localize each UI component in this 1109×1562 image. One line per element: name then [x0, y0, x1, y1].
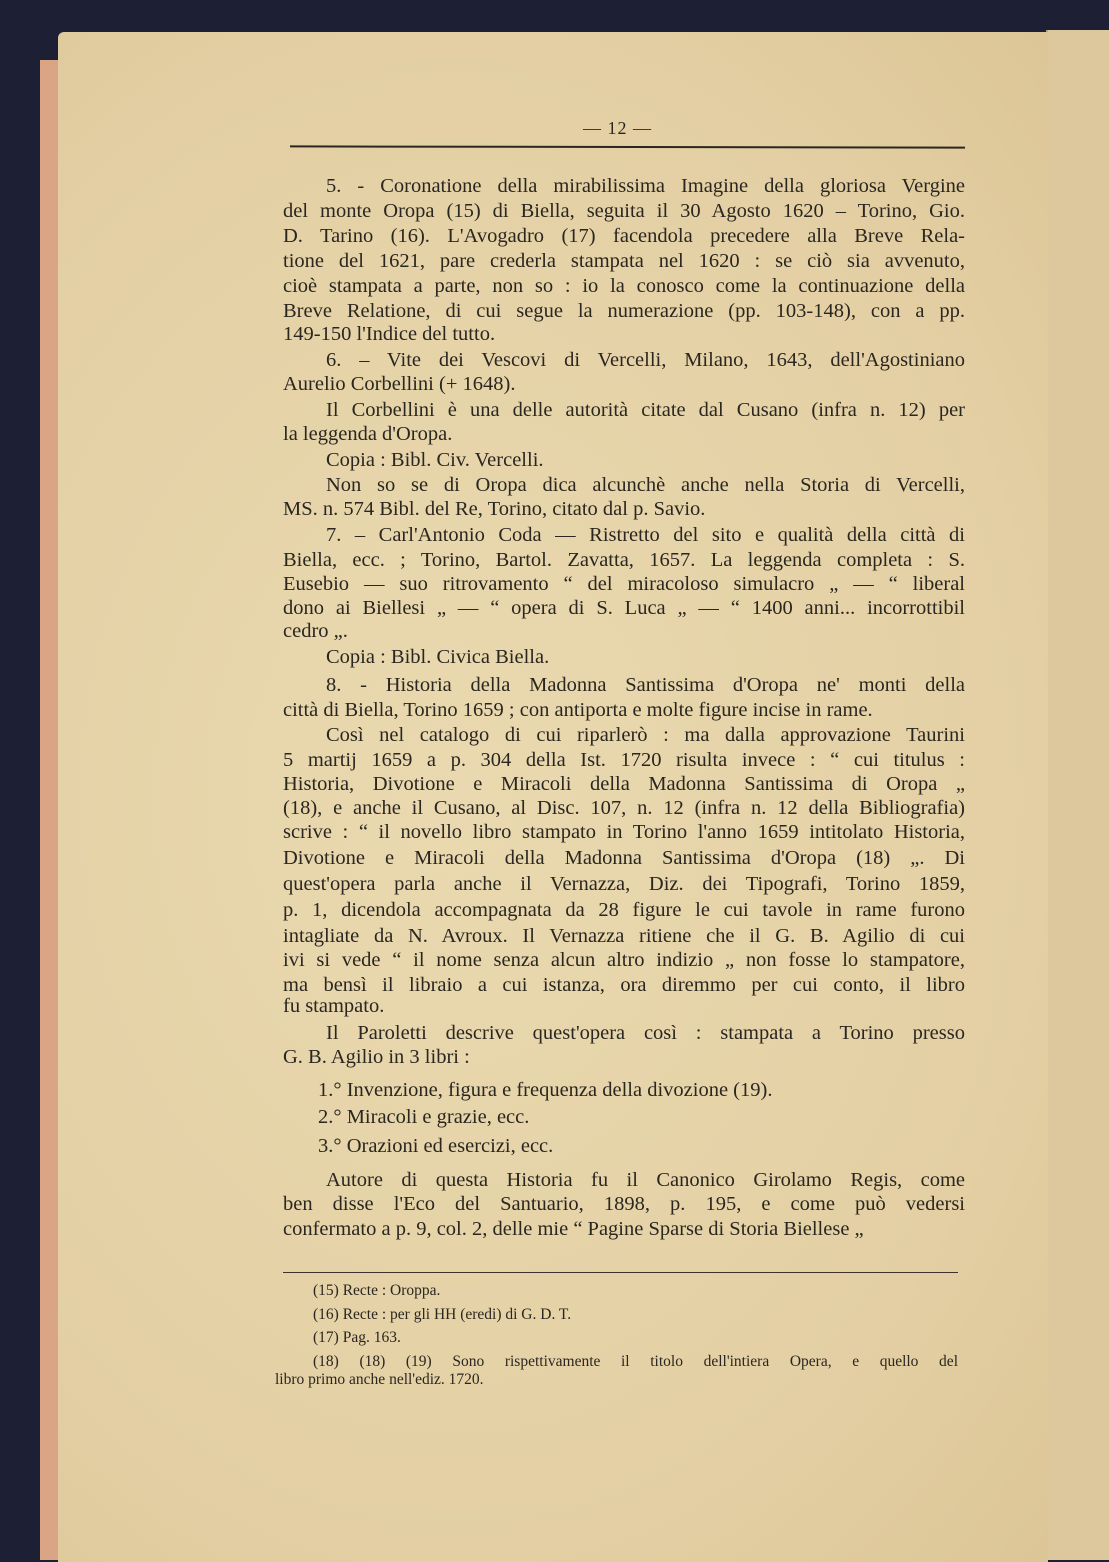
- text-line: 149-150 l'Indice del tutto.: [283, 323, 496, 345]
- text-line: 2.° Miracoli e grazie, ecc.: [318, 1106, 530, 1128]
- text-line: ivi si vede “ il nome senza alcun altro indizio „ non fosse lo stampatore,: [283, 949, 965, 971]
- adjacent-page-edge: [1046, 30, 1109, 1560]
- text-line: Historia, Divotione e Miracoli della Madonna Santissima di Oropa „: [283, 773, 965, 795]
- text-line: Il Corbellini è una delle autorità citate dal Cusano (infra n. 12) per: [326, 399, 965, 421]
- text-line: quest'opera parla anche il Vernazza, Diz. dei Tipografi, Torino 1859,: [283, 873, 965, 895]
- text-line: Breve Relatione, di cui segue la numerazione (pp. 103-148), con a pp.: [283, 300, 965, 322]
- text-line: cedro „.: [283, 620, 348, 642]
- text-line: Eusebio — suo ritrovamento “ del miracoloso simulacro „ — “ liberal: [283, 573, 965, 595]
- footnote-rule: [283, 1272, 958, 1273]
- footnote: libro primo anche nell'ediz. 1720.: [275, 1371, 484, 1388]
- text-line: cioè stampata a parte, non so : io la conosco come la continuazione della: [283, 275, 965, 297]
- text-line: 3.° Orazioni ed esercizi, ecc.: [318, 1135, 554, 1157]
- text-line: Non so se di Oropa dica alcunchè anche nella Storia di Vercelli,: [326, 474, 965, 496]
- text-line: città di Biella, Torino 1659 ; con antiporta e molte figure incise in rame.: [283, 699, 873, 721]
- text-line: 8. - Historia della Madonna Santissima d'Oropa ne' monti della: [326, 674, 965, 696]
- text-line: la leggenda d'Oropa.: [283, 423, 453, 445]
- text-line: ma bensì il libraio a cui istanza, ora diremmo per cui conto, il libro: [283, 974, 965, 996]
- text-line: Divotione e Miracoli della Madonna Santissima d'Oropa (18) „. Di: [283, 847, 965, 869]
- text-line: confermato a p. 9, col. 2, delle mie “ Pagine Sparse di Storia Biellese „: [283, 1218, 864, 1240]
- text-line: p. 1, dicendola accompagnata da 28 figure le cui tavole in rame furono: [283, 899, 965, 921]
- text-line: D. Tarino (16). L'Avogadro (17) facendola precedere alla Breve Rela-: [283, 225, 965, 247]
- text-line: Copia : Bibl. Civ. Vercelli.: [326, 449, 544, 471]
- text-line: G. B. Agilio in 3 libri :: [283, 1046, 470, 1068]
- text-line: 7. – Carl'Antonio Coda — Ristretto del sito e qualità della città di: [326, 524, 965, 546]
- text-line: 5 martij 1659 a p. 304 della Ist. 1720 risulta invece : “ cui titulus :: [283, 749, 965, 771]
- text-line: (18), e anche il Cusano, al Disc. 107, n. 12 (infra n. 12 della Bibliografia): [283, 797, 965, 819]
- text-line: fu stampato.: [283, 995, 385, 1017]
- footnote: (16) Recte : per gli HH (eredi) di G. D. T.: [313, 1306, 572, 1323]
- text-line: 5. - Coronatione della mirabilissima Imagine della gloriosa Vergine: [326, 175, 965, 197]
- footnote: (15) Recte : Oroppa.: [313, 1282, 441, 1299]
- text-line: dono ai Biellesi „ — “ opera di S. Luca „ — “ 1400 anni... incorrottibil: [283, 597, 965, 619]
- text-line: MS. n. 574 Bibl. del Re, Torino, citato dal p. Savio.: [283, 498, 706, 520]
- text-line: ben disse l'Eco del Santuario, 1898, p. 195, e come può vedersi: [283, 1193, 965, 1215]
- text-line: Copia : Bibl. Civica Biella.: [326, 646, 550, 668]
- text-line: Aurelio Corbellini (+ 1648).: [283, 373, 516, 395]
- text-line: Autore di questa Historia fu il Canonico Girolamo Regis, come: [326, 1169, 965, 1191]
- text-line: 6. – Vite dei Vescovi di Vercelli, Milano, 1643, dell'Agostiniano: [326, 349, 965, 371]
- text-line: tione del 1621, pare crederla stampata nel 1620 : se ciò sia avvenuto,: [283, 250, 965, 272]
- page-number: — 12 —: [583, 118, 652, 138]
- footnote: (17) Pag. 163.: [313, 1329, 401, 1346]
- text-line: 1.° Invenzione, figura e frequenza della divozione (19).: [318, 1079, 773, 1101]
- text-line: Così nel catalogo di cui riparlerò : ma dalla approvazione Taurini: [326, 724, 965, 746]
- footnote: (18) (18) (19) Sono rispettivamente il titolo dell'intiera Opera, e quello del: [313, 1353, 958, 1370]
- text-line: del monte Oropa (15) di Biella, seguita il 30 Agosto 1620 – Torino, Gio.: [283, 200, 965, 222]
- text-line: Biella, ecc. ; Torino, Bartol. Zavatta, 1657. La leggenda completa : S.: [283, 549, 965, 571]
- text-line: intagliate da N. Avroux. Il Vernazza ritiene che il G. B. Agilio di cui: [283, 925, 965, 947]
- text-line: scrive : “ il novello libro stampato in Torino l'anno 1659 intitolato Historia,: [283, 821, 965, 843]
- text-line: Il Paroletti descrive quest'opera così : stampata a Torino presso: [326, 1022, 965, 1044]
